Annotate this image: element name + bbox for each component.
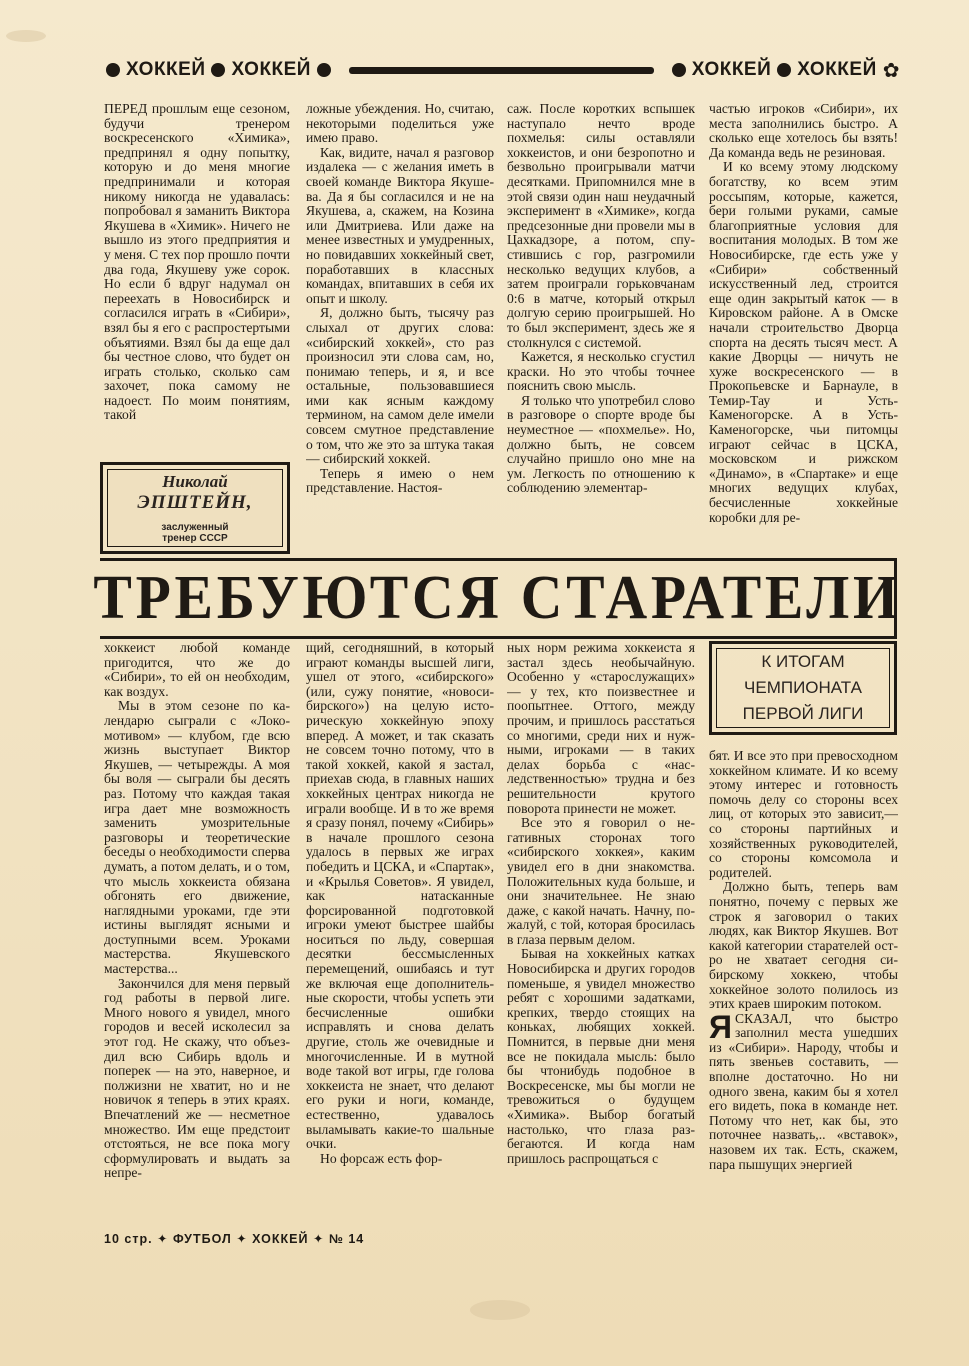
article-column-3-bottom	[507, 641, 695, 1231]
header-label: ХОККЕЙ	[797, 59, 877, 80]
paper-stain	[470, 1300, 530, 1320]
article-paragraph: Я, должно быть, тысячу раз слыхал от других слова: «сибирский хоккей», сто раз произносил эти слова сам, но, понимаю теперь, и я, и все остальные, пользовавшиеся ими как ясным каждому термином, на самом деле имели совсем смутное представление о том, что же это за штука такая — сибирский хоккей.	[306, 305, 494, 467]
article-paragraph: Мы в этом сезоне по календарю сыграли с «Локомотивом» — клубом, где всю жизнь выступает Виктор Якушев, — четырежды. А моя бы воля — сыграли бы десять раз. Потому что каждая такая игра дает мне возможность заменить умозрительные разговоры и теоретические беседы о необходимости сперва думать, а потом делать, и о том, что мысль хоккеиста обязана обгонять его движение, наглядными уроками, где эти истины выглядят ясными и доступными всем. Уроками мастерства. Якушевского мастерства...	[104, 698, 290, 977]
article-paragraph: частью игроков «Сибири», их места заполнились быстро. А сколько еще хотелось бы взять! Да команда ведь не резиновая.	[709, 102, 898, 160]
bullet-icon	[211, 63, 225, 77]
headline-frame	[92, 558, 902, 639]
article-column-4-top	[709, 102, 898, 552]
article-paragraph: Бывая на хоккейных катках Новосибирска и других городов поменьше, я увидел множество ребят с хорошими задатками, крепких, твердо стоящих на коньках, любящих хоккей. Помнится, в первые дни меня все не покидала мысль: было бы чтонибудь подобное в Воскресенске, мы бы могли не тревожиться о будущем «Химика». Выбор богатый настолько, что глаза разбегаются. И когда нам пришлось распрощаться с	[507, 946, 695, 1166]
section-header-bar	[100, 56, 900, 84]
article-paragraph	[709, 1008, 898, 1173]
article-paragraph: хоккеист любой команде пригодится, что же до «Сибири», то ей он необходим, как воздух.	[104, 641, 290, 699]
author-first-name: Николай	[162, 472, 228, 491]
author-title	[161, 522, 228, 544]
article-column-1-top	[104, 102, 290, 452]
header-label: ХОККЕЙ	[691, 59, 772, 80]
article-paragraph: Должно быть, теперь вам понятно, почему с первых же строк я заговорил о таких людях, как Виктор Якушев. Вот какой категории старателей остро не хватает сегодня сибирскому хоккею, чтобы хоккейное золото полилось из этих краев широким потоком.	[709, 879, 898, 1012]
section-label-line: ПЕРВОЙ ЛИГИ	[742, 704, 864, 723]
article-headline: ТРЕБУЮТСЯ СТАРАТЕЛИ	[92, 564, 902, 632]
article-paragraph: бят. И все это при превосходном хоккейном климате. И ко всему этому интерес и готовность помочь делу со стороны всех лиц, от которых это зависит,— со стороны партийных и хозяйственных руководителей, со стороны комсомола и родителей.	[709, 749, 898, 880]
paper-stain	[6, 30, 46, 42]
author-last-name: ЭПШТЕЙН,	[137, 492, 253, 513]
page-footer: 10 стр. ✦ ФУТБОЛ ✦ ХОККЕЙ ✦ № 14	[104, 1232, 365, 1246]
article-paragraph: ных норм режима хоккеиста я застал здесь необычайную. Особенно у «старослужащих» — у тех, кто поизвестнее и поопытнее. Оттого, между прочим, и пришлось расстаться со многими, среди них и нужными, игроками — в таких делах борьба с «наследственностью» трудна и без решительности крутого поворота принести не может.	[507, 641, 695, 816]
article-paragraph: Кажется, я несколько сгустил краски. Но это чтобы точнее пояснить свою мысль.	[507, 349, 695, 394]
article-column-3-top	[507, 102, 695, 552]
header-left-group	[100, 59, 337, 81]
article-paragraph: Как, видите, начал я разговор издалека — с желания иметь в своей команде Виктора Якушева. Да я бы согласился и не на Якушева, а, скажем, на Козина или Дмитриева. Или даже на менее известных и умудренных, но повидавших хоккейный свет, поработавших в классных командах, впитавших в себя их опыт и школу.	[306, 144, 494, 306]
article-column-1-bottom	[104, 641, 290, 1231]
article-paragraph: ПЕРЕД прошлым еще сезоном, будучи тренером воскресенского «Химика», предпринял я одну попытку, которую и до меня многие предпринимали и которая никому никогда не удавалась: попробовал я заманить Виктора Якушева в «Химик». Ничего не вышло из этого предприятия и у меня. С тех пор прошло почти два года, Якушеву уже сорок. Но если б вдруг надумал он переехать в Новосибирск и согласился играть в «Сибири», взял бы я его с распростертыми объятиями. Взял бы да еще дал бы честное слово, что будет он играть столько, сколько сам захочет, пока самому не надоест. По моим понятиям, такой	[104, 102, 290, 423]
author-title-line: заслуженный	[161, 522, 229, 533]
article-paragraph: ложные убеждения. Но, считаю, некоторыми поделиться уже имею право.	[306, 102, 494, 146]
bullet-icon	[777, 63, 791, 77]
header-right-group	[666, 58, 900, 83]
section-label-line: ЧЕМПИОНАТА	[744, 678, 862, 697]
section-label-frame	[716, 648, 890, 728]
bullet-icon	[672, 63, 686, 77]
article-column-4-bottom	[709, 749, 898, 1231]
header-rule	[349, 67, 654, 74]
author-title-line: тренер СССР	[162, 533, 228, 544]
section-label-box	[709, 641, 897, 735]
article-paragraph: Закончился для меня первый год работы в первой лиге. Много нового я увидел, много городов и весей исколесил за этот год. Не скажу, что объездил всю Сибирь вдоль и поперек — на это, наверное, и полжизни не хватит, но и не новичок я теперь в этих краях. Впечатлений же — несметное множество. Им еще предстоит отстояться, не все пока могу сформулировать и выдать за непре-	[104, 975, 290, 1181]
bullet-icon	[317, 63, 331, 77]
article-column-2-top	[306, 102, 494, 552]
article-paragraph: саж. После коротких вспышек наступало нечто вроде похмелья: силы оставляли хоккеистов, и они безропотно и безвольно проигрывали матчи десятками. Припомнился мне в этой связи один наш неудачный эксперимент в «Химике», когда предсезонные дни провели мы в Цахкадзоре, а потом, спустившись с гор, разгромили несколько ведущих клубов, а затем проиграли горьковчанам 0:6 в матче, который открыл долгую серию проигрышей. Но то был эксперимент, здесь же я столкнулся с системой.	[507, 102, 695, 350]
article-paragraph: И ко всему этому людскому богатству, ко всем этим россыпям, которые, кажется, бери голыми руками, самые благоприятные условия для воспитания молодых. В том же Новосибирске, где есть уже у «Сибири» собственный искусственный лед, строится еще один закрытый каток — в Кировском районе. А в Омске начали строительство Дворца спорта на десять тысяч мест. А какие Дворцы — ничуть не хуже воскресенского — в Прокопьевске и Барнауле, в Темир-Тау и Усть-Каменогорске. А в Усть-Каменогорске, чьи питомцы играют сейчас в ЦСКА, московском и рижском «Динамо», в «Спартаке» и еще многих ведущих клубах, бесчисленные хоккейные коробки для ре-	[709, 159, 898, 525]
swirl-icon: ✿	[882, 59, 900, 82]
article-paragraph: Я только что употребил слово в разговоре о спорте вроде бы неуместное — «похмелье». Но, должно быть, не совсем случайно пришло оно мне на ум. Легкость по отношению к соблюдению элементар-	[507, 392, 695, 496]
header-label: ХОККЕЙ	[126, 59, 206, 80]
section-label-line: К ИТОГАМ	[761, 652, 845, 671]
article-paragraph: щий, сегодняшний, в который играют команды высшей лиги, ушел от этого, «сибирского» (или, сужу понятие, «новосибирского») на целую историческую хоккейную эпоху вперед. А может, и так сказать не совсем точно потому, что в такой хоккей, какой я застал, приехав сюда, в главных наших хоккейных центрах никогда не играли вообще. И в то же время я сразу понял, почему «Сибирь» в начале прошлого сезона удалось в первых же играх победить и ЦСКА, и «Спартак», и «Крылья Советов». Я увидел, как натасканные форсированной подготовкой игроки умеют быстрее шайбы носиться по льду, совершая десятки бессмысленных перемещений, ошибаясь и тут же включая еще дополнительные скорости, чтобы успеть эти бесчисленные ошибки исправлять и снова делать другие, столь же очевидные и многочисленные. И в мутной воде такой вот игры, где голова хоккеиста не знает, что делают его руки и ноги, команде, естественно, удавалось выламывать какие-то шальные очки.	[306, 641, 494, 1152]
article-paragraph: Но форсаж есть фор-	[320, 1150, 443, 1166]
article-paragraph: Теперь я имею о нем представление. Настоя-	[306, 465, 494, 496]
article-column-2-bottom	[306, 641, 494, 1231]
bullet-icon	[106, 63, 120, 77]
article-paragraph: Все это я говорил о негативных сторонах того «сибирского хоккея», каким увидел его в дни знакомства. Положительных куда больше, и они значительнее. Не знаю даже, с какой начать. Начну, пожалуй, с той, которая бросилась в глаза первым делом.	[507, 815, 695, 947]
drop-cap: Я	[709, 1008, 732, 1045]
author-frame	[107, 469, 283, 547]
header-label: ХОККЕЙ	[231, 59, 311, 80]
author-box	[100, 462, 290, 554]
article-paragraph-text: СКАЗАЛ, что быстро заполнил места ушедших из «Сибири». Народу, чтобы и пять звеньев составить, — вполне достаточно. Но ни одного звена, каким бы я хотел его видеть, пока в команде нет. Потому что нет, как бы, это поточнее назвать,.. «вставок», назовем их так. Есть, скажем, пара пышущих энергией	[709, 1010, 898, 1172]
